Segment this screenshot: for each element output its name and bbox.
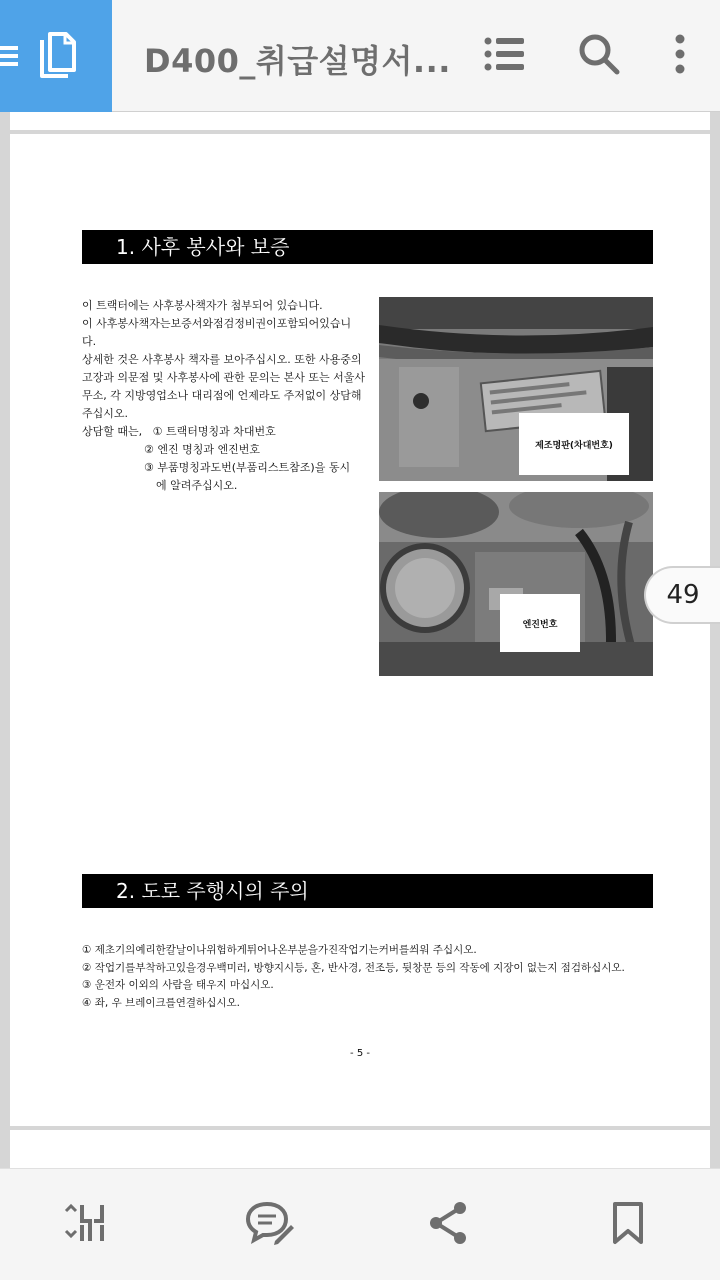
paragraph-line: 이 트랙터에는 사후봉사책자가 첨부되어 있습니다. <box>82 299 323 312</box>
document-menu-button[interactable] <box>0 0 112 112</box>
document-viewport[interactable] <box>0 112 720 1168</box>
document-page <box>10 134 710 1126</box>
comment-edit-icon <box>245 1201 295 1249</box>
paragraph-line: 상세한 것은 사후봉사 책자를 보아주십시오. 또한 사용중의 <box>82 353 362 366</box>
caution-item: ① 제초기의예리한칼날이나위험하게튀어나온부분을가진작업기는커버를씌워 주십시오. <box>82 944 477 956</box>
consult-prefix: 상담할 때는, <box>82 425 143 438</box>
consult-line <box>82 423 362 441</box>
paragraph-line: 이 사후봉사책자는보증서와점검정비권이포함되어있습니 <box>82 317 352 330</box>
nameplate-label: 제조명판(차대번호) <box>519 413 629 475</box>
more-options-button[interactable] <box>652 28 708 84</box>
search-icon <box>578 33 620 79</box>
page-footer-number: - 5 - <box>350 1048 370 1059</box>
comment-button[interactable] <box>242 1197 298 1253</box>
bookmark-button[interactable] <box>600 1197 656 1253</box>
document-copy-icon <box>36 32 78 84</box>
consult-item: ② 엔진 명칭과 엔진번호 <box>144 443 260 456</box>
paragraph-line: 주십시오. <box>82 407 129 420</box>
app-bar <box>0 0 720 112</box>
consult-item: ① 트랙터명칭과 차대번호 <box>152 425 276 438</box>
paragraph-line: 고장과 의문점 및 사후봉사에 관한 문의는 본사 또는 서울사 <box>82 371 365 384</box>
caution-item: ③ 운전자 이외의 사람을 태우지 마십시오. <box>82 979 274 991</box>
next-page-edge <box>10 1130 710 1168</box>
menu-icon <box>0 44 20 72</box>
tractor-nameplate-photo <box>379 297 653 481</box>
bookmark-icon <box>612 1201 644 1249</box>
section-heading: 1. 사후 봉사와 보증 <box>82 230 653 264</box>
page-indicator[interactable]: 49 <box>644 566 720 624</box>
share-icon <box>428 1201 468 1249</box>
previous-page-edge <box>10 112 710 130</box>
list-icon <box>484 37 524 75</box>
search-button[interactable] <box>571 28 627 84</box>
section1-body <box>82 297 365 495</box>
page-fit-icon <box>62 1201 110 1249</box>
caution-item: ④ 좌, 우 브레이크를연결하십시오. <box>82 996 240 1009</box>
paragraph-line: 무소, 각 지방영업소나 대리점에 언제라도 주저없이 상담해 <box>82 389 362 402</box>
page-fit-button[interactable] <box>58 1197 114 1253</box>
section2-body <box>82 942 642 1012</box>
more-vert-icon <box>674 34 686 78</box>
engine-number-photo <box>379 492 653 676</box>
document-title: D400_취급설명서... <box>144 42 451 80</box>
share-button[interactable] <box>420 1197 476 1253</box>
consult-item: 에 알려주십시오. <box>156 479 238 492</box>
engine-number-label: 엔진번호 <box>500 594 580 652</box>
caution-item: ② 작업기를부착하고있을경우백미러, 방향지시등, 혼, 반사경, 전조등, 뒷창문 등의 작동에 지장이 없는지 점검하십시오. <box>82 961 625 974</box>
consult-item: ③ 부품명칭과도번(부품리스트참조)을 동시 <box>144 461 351 474</box>
bottom-toolbar <box>0 1168 720 1280</box>
paragraph-line: 다. <box>82 335 97 348</box>
list-button[interactable] <box>476 28 532 84</box>
section-heading: 2. 도로 주행시의 주의 <box>82 874 653 908</box>
